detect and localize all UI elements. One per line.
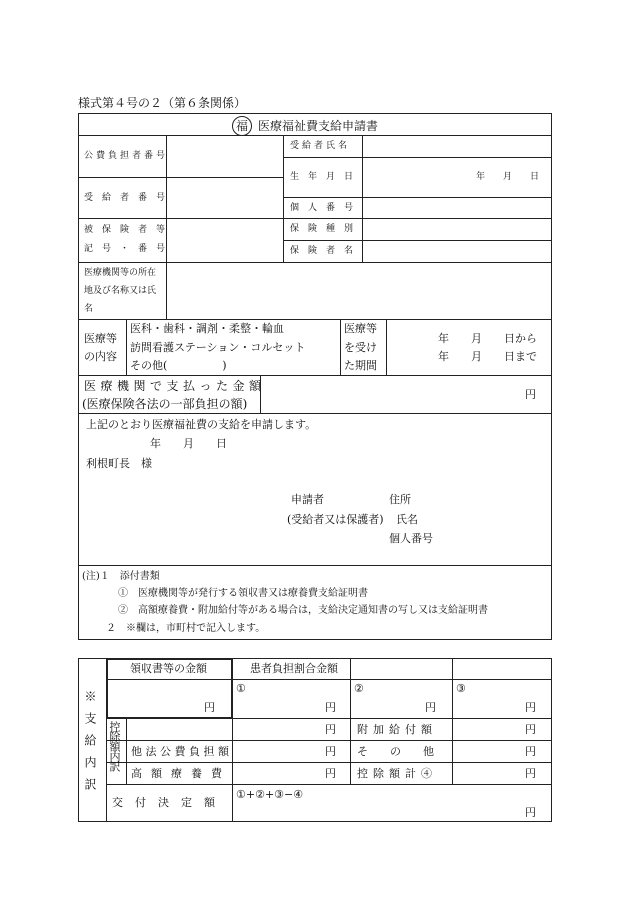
med-option-line2[interactable]: 訪問看護ステーション・コルセット xyxy=(130,341,306,354)
med-option-line1[interactable]: 医科・歯科・調剤・柔整・輪血 xyxy=(130,322,284,335)
insured-no-field[interactable] xyxy=(168,220,281,261)
label-institution-2: 地及び名称又は氏 xyxy=(84,286,157,296)
insurance-type-field[interactable] xyxy=(364,220,550,239)
high-cost-yen: 円 xyxy=(325,767,336,780)
divider xyxy=(340,319,341,375)
label-period-2: を受け xyxy=(344,341,377,354)
label-institution-1: 医療機関等の所在 xyxy=(84,268,157,278)
divider xyxy=(78,135,552,136)
divider xyxy=(126,319,127,375)
recipient-no-field[interactable] xyxy=(168,179,281,217)
divider xyxy=(362,135,363,262)
divider xyxy=(126,718,127,784)
form-title-text: 医療福祉費支給申請書 xyxy=(258,119,379,133)
other-public-yen: 円 xyxy=(325,745,336,758)
add-benefit-yen: 円 xyxy=(525,723,536,736)
deduction-breakdown-label: 控除額内訳 xyxy=(108,721,121,771)
period-from[interactable]: 年 月 日から xyxy=(438,332,537,345)
add-benefit-label: 附加給付額 xyxy=(357,723,437,736)
label-paid-1: 医療機関で支払った金額 xyxy=(84,379,266,393)
label-period-3: た期間 xyxy=(344,359,377,372)
applicant-sub-label: (受給者又は保護者) xyxy=(287,513,384,526)
insurer-name-field[interactable] xyxy=(364,242,550,261)
note-1: (注)１ 添付書類 xyxy=(82,571,160,582)
divider xyxy=(166,262,167,319)
amount-3-yen: 円 xyxy=(525,701,536,714)
note-2: ① 医療機関等が発行する領収書又は療養費支給証明書 xyxy=(118,588,368,599)
other-label: その他 xyxy=(357,745,456,758)
application-date[interactable]: 年 月 日 xyxy=(150,437,227,450)
divider xyxy=(386,319,387,375)
fuku-mark: 福 xyxy=(232,116,252,136)
divider xyxy=(78,262,552,263)
personal-no-label: 個人番号 xyxy=(389,532,433,545)
receipt-yen: 円 xyxy=(204,701,215,714)
divider xyxy=(350,658,351,784)
divider xyxy=(78,565,552,566)
decision-label: 交付決定額 xyxy=(112,796,227,809)
note-4: ２ ※欄は，市町村で記入します。 xyxy=(106,623,266,634)
label-med-content-1: 医療等 xyxy=(84,332,117,345)
amount-1-yen: 円 xyxy=(325,701,336,714)
name-label: 氏名 xyxy=(396,513,418,526)
label-recipient-name: 受給者氏名 xyxy=(290,141,351,151)
form-title xyxy=(232,116,378,136)
label-personal-no: 個 人 番 号 xyxy=(290,203,354,213)
receipt-amount-label: 領収書等の金額 xyxy=(130,662,207,675)
deduction-total-label: 控除額計④ xyxy=(357,767,437,780)
med-option-line3[interactable]: その他( ) xyxy=(130,359,227,372)
divider xyxy=(78,375,552,376)
amount-2-yen: 円 xyxy=(425,701,436,714)
divider xyxy=(452,658,453,718)
label-insured-2: 記 号 ・ 番 号 xyxy=(84,244,166,254)
label-public-burden-no: 公費負担者番号 xyxy=(84,151,169,161)
divider xyxy=(283,157,552,158)
payment-side-label: ※支給内訳 xyxy=(83,690,97,800)
amount-1-mark: ① xyxy=(236,682,246,695)
decision-formula: ①+②+③−④ xyxy=(236,788,304,801)
label-recipient-no: 受 給 者 番 号 xyxy=(84,193,166,203)
other-yen: 円 xyxy=(525,745,536,758)
decision-yen: 円 xyxy=(525,806,536,819)
divider xyxy=(106,784,552,785)
deduction-total-yen: 円 xyxy=(525,767,536,780)
address-label: 住所 xyxy=(389,493,411,506)
label-birth: 生 年 月 日 xyxy=(290,172,354,182)
institution-field[interactable] xyxy=(168,264,550,318)
label-insured-1: 被 保 険 者 等 xyxy=(84,225,166,235)
divider xyxy=(283,240,552,241)
applicant-label: 申請者 xyxy=(291,493,324,506)
divider xyxy=(78,218,552,219)
label-institution-3: 名 xyxy=(84,304,94,314)
divider xyxy=(78,413,552,414)
label-period-1: 医療等 xyxy=(344,322,377,335)
divider xyxy=(78,319,552,320)
label-paid-2: (医療保険各法の一部負担の額) xyxy=(82,397,248,411)
other-public-label: 他法公費負担額 xyxy=(131,745,233,758)
amount-3-mark: ③ xyxy=(456,682,466,695)
amount-2-mark: ② xyxy=(354,682,364,695)
personal-no-field[interactable] xyxy=(364,199,550,217)
recipient-name-field[interactable] xyxy=(364,137,550,156)
divider xyxy=(283,197,552,198)
divider xyxy=(78,177,283,178)
application-statement: 上記のとおり医療福祉費の支給を申請します。 xyxy=(86,418,317,431)
birth-date: 年 月 日 xyxy=(476,172,540,182)
public-burden-no-field[interactable] xyxy=(168,137,281,176)
high-cost-yen-row1: 円 xyxy=(325,723,336,736)
divider xyxy=(106,740,552,741)
period-to[interactable]: 年 月 日まで xyxy=(438,350,537,363)
addressee: 利根町長 様 xyxy=(86,457,152,470)
paid-amount-yen: 円 xyxy=(525,388,536,401)
label-insurance-type: 保 険 種 別 xyxy=(290,224,354,234)
label-insurer-name: 保 険 者 名 xyxy=(290,246,354,256)
patient-ratio-label: 患者負担割合金額 xyxy=(250,662,338,675)
form-number: 様式第４号の２（第６条関係） xyxy=(78,96,247,110)
divider xyxy=(106,762,552,763)
note-3: ② 高額療養費・附加給付等がある場合は，支給決定通知書の写し又は支給証明書 xyxy=(118,605,488,616)
label-med-content-2: の内容 xyxy=(84,350,117,363)
divider xyxy=(283,135,284,262)
high-cost-label: 高額療養費 xyxy=(131,767,231,780)
